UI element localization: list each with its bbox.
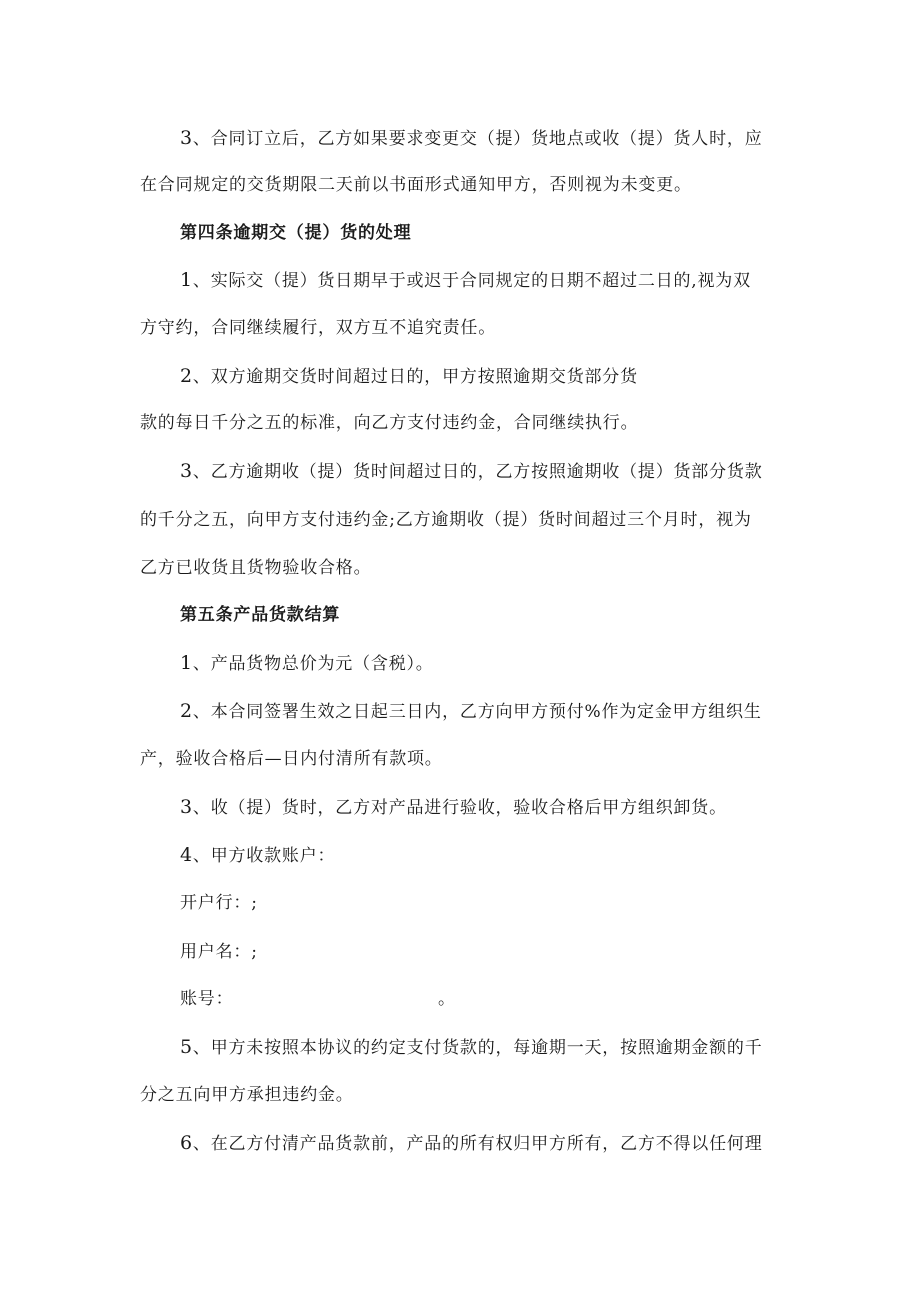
- account-number-end: 。: [438, 989, 456, 1009]
- item-number: 2: [180, 700, 193, 722]
- article5-item1-line1: [180, 651, 434, 676]
- article4-heading: 第四条逾期交（提）货的处理: [180, 223, 412, 243]
- item-number: 3: [180, 127, 193, 149]
- article4-item3-line1: [180, 459, 763, 484]
- item-number: 6: [180, 1132, 193, 1154]
- item-text: 、在乙方付清产品货款前，产品的所有权归甲方所有，乙方不得以任何理: [192, 1134, 763, 1154]
- item-number: 1: [180, 652, 193, 674]
- account-username-line: 用户名：;: [180, 942, 258, 962]
- item-number: 3: [180, 796, 193, 818]
- article4-item2-line1: [180, 364, 638, 389]
- article5-item3-line1: [180, 795, 727, 820]
- item-number: 5: [180, 1036, 193, 1058]
- article4-item1-line2: 方守约，合同继续履行，双方互不追究责任。: [140, 318, 496, 338]
- article4-item2-line2: 款的每日千分之五的标准，向乙方支付违约金，合同继续执行。: [140, 413, 639, 433]
- item-text: 、本合同签署生效之日起三日内，乙方向甲方预付%作为定金甲方组织生: [192, 702, 762, 722]
- article5-item6-line1: [180, 1131, 763, 1156]
- account-number-label: 账号：: [180, 989, 234, 1009]
- item-text: 、产品货物总价为元（含税）。: [192, 654, 434, 674]
- article5-item2-line2: 产，验收合格后—日内付清所有款项。: [140, 749, 443, 769]
- article4-item3-line3: 乙方已收货且货物验收合格。: [140, 558, 372, 578]
- article4-item1-line1: [180, 268, 751, 293]
- item-number: 2: [180, 365, 193, 387]
- item-number: 4: [180, 844, 193, 866]
- article5-heading: 第五条产品货款结算: [180, 605, 341, 625]
- clause3-item3-line1: [180, 126, 763, 151]
- item-number: 1: [180, 269, 193, 291]
- item-text: 、实际交（提）货日期早于或迟于合同规定的日期不超过二日的,视为双: [192, 271, 751, 291]
- article5-item2-line1: [180, 699, 762, 724]
- article4-item3-line2: 的千分之五，向甲方支付违约金;乙方逾期收（提）货时间超过三个月时，视为: [140, 510, 752, 530]
- item-text: 、乙方逾期收（提）货时间超过日的，乙方按照逾期收（提）货部分货款: [192, 462, 763, 482]
- bank-name-line: 开户行：;: [180, 893, 258, 913]
- item-text: 、收（提）货时，乙方对产品进行验收，验收合格后甲方组织卸货。: [192, 798, 727, 818]
- item-text: 、合同订立后，乙方如果要求变更交（提）货地点或收（提）货人时，应: [192, 129, 763, 149]
- item-text: 、甲方未按照本协议的约定支付货款的，每逾期一天，按照逾期金额的千: [192, 1038, 763, 1058]
- item-number: 3: [180, 460, 193, 482]
- item-text: 、双方逾期交货时间超过日的，甲方按照逾期交货部分货: [192, 367, 638, 387]
- article5-item5-line1: [180, 1035, 763, 1060]
- article5-item5-line2: 分之五向甲方承担违约金。: [140, 1085, 354, 1105]
- item-text: 、甲方收款账户：: [192, 846, 336, 866]
- article5-item4-line1: [180, 843, 335, 868]
- clause3-item3-line2: 在合同规定的交货期限二天前以书面形式通知甲方，否则视为未变更。: [140, 175, 692, 195]
